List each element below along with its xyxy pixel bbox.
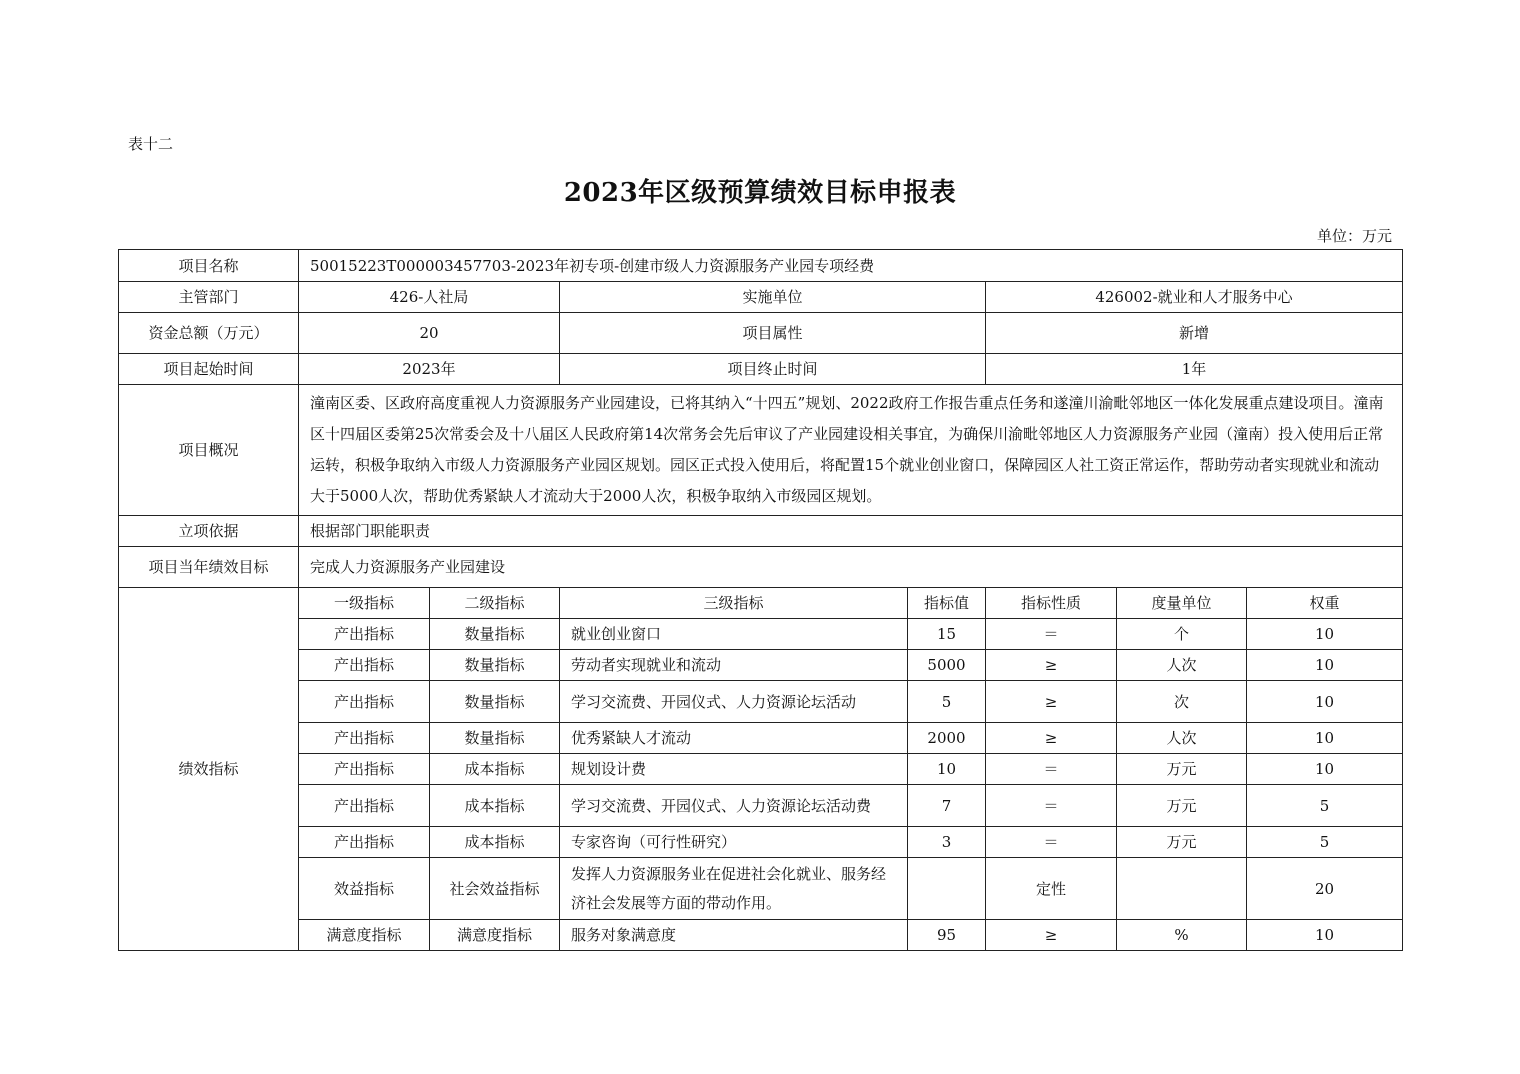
indicator-row <box>119 723 1403 754</box>
indicator-header-row <box>119 588 1403 619</box>
fund-total-label: 资金总额（万元） <box>119 313 299 354</box>
department-label: 主管部门 <box>119 282 299 313</box>
value-cell: 95 <box>908 920 986 951</box>
row-overview <box>119 385 1403 516</box>
level1-cell: 产出指标 <box>299 619 430 650</box>
header-weight: 权重 <box>1247 588 1403 619</box>
value-cell: 3 <box>908 827 986 858</box>
level3-cell: 服务对象满意度 <box>560 920 908 951</box>
level2-cell: 成本指标 <box>430 827 560 858</box>
level3-cell <box>560 858 908 920</box>
weight-cell: 10 <box>1247 619 1403 650</box>
level1-cell: 产出指标 <box>299 754 430 785</box>
indicator-row <box>119 920 1403 951</box>
unit-cell: 万元 <box>1117 785 1247 827</box>
project-attribute-value: 新增 <box>986 313 1403 354</box>
fund-total-value: 20 <box>299 313 560 354</box>
department-value: 426-人社局 <box>299 282 560 313</box>
value-cell: 7 <box>908 785 986 827</box>
indicator-row <box>119 785 1403 827</box>
level1-cell: 效益指标 <box>299 858 430 920</box>
value-cell: 5000 <box>908 650 986 681</box>
header-value: 指标值 <box>908 588 986 619</box>
level1-cell: 产出指标 <box>299 681 430 723</box>
value-cell: 15 <box>908 619 986 650</box>
document-title: 2023年区级预算绩效目标申报表 <box>563 178 957 208</box>
level1-cell: 满意度指标 <box>299 920 430 951</box>
weight-cell: 20 <box>1247 858 1403 920</box>
header-nature: 指标性质 <box>986 588 1117 619</box>
project-attribute-label: 项目属性 <box>560 313 986 354</box>
nature-cell: ≥ <box>986 650 1117 681</box>
basis-label: 立项依据 <box>119 516 299 547</box>
row-period <box>119 354 1403 385</box>
start-time-label: 项目起始时间 <box>119 354 299 385</box>
unit-note: 单位：万元 <box>1316 227 1392 245</box>
nature-cell: ≥ <box>986 681 1117 723</box>
header-level2: 二级指标 <box>430 588 560 619</box>
row-project-name <box>119 250 1403 282</box>
nature-cell: ＝ <box>986 754 1117 785</box>
overview-value: 潼南区委、区政府高度重视人力资源服务产业园建设，已将其纳入“十四五”规划、2022政府工作报告重点任务和遂潼川渝毗邻地区一体化发展重点建设项目。潼南区十四届区委第25次常委会及十八届区人民政府第14次常务会先后审议了产业园建设相关事宜，为确保川渝毗邻地区人力资源服务产业园（潼南）投入使用后正常运转，积极争取纳入市级人力资源服务产业园区规划。园区正式投入使用后，将配置15个就业创业窗口，保障园区人社工资正常运作，帮助劳动者实现就业和流动大于5000人次，帮助优秀紧缺人才流动大于2000人次，积极争取纳入市级园区规划。 <box>299 385 1403 516</box>
weight-cell: 10 <box>1247 681 1403 723</box>
indicator-row <box>119 681 1403 723</box>
level2-cell: 成本指标 <box>430 785 560 827</box>
unit-cell: 次 <box>1117 681 1247 723</box>
header-level3: 三级指标 <box>560 588 908 619</box>
goal-label: 项目当年绩效目标 <box>119 547 299 588</box>
weight-cell: 10 <box>1247 650 1403 681</box>
table-body <box>119 250 1403 951</box>
level3-text: 发挥人力资源服务业在促进社会化就业、服务经济社会发展等方面的带动作用。 <box>571 864 887 912</box>
level3-cell: 优秀紧缺人才流动 <box>560 723 908 754</box>
row-basis <box>119 516 1403 547</box>
unit-cell <box>1117 858 1247 920</box>
unit-cell: % <box>1117 920 1247 951</box>
level3-cell: 就业创业窗口 <box>560 619 908 650</box>
unit-cell: 万元 <box>1117 827 1247 858</box>
level3-cell: 规划设计费 <box>560 754 908 785</box>
level2-cell: 数量指标 <box>430 723 560 754</box>
nature-cell: ＝ <box>986 785 1117 827</box>
end-time-label: 项目终止时间 <box>560 354 986 385</box>
indicator-row <box>119 827 1403 858</box>
header-level1: 一级指标 <box>299 588 430 619</box>
unit-cell: 人次 <box>1117 723 1247 754</box>
level2-cell: 成本指标 <box>430 754 560 785</box>
value-cell: 5 <box>908 681 986 723</box>
implementer-label: 实施单位 <box>560 282 986 313</box>
unit-cell: 人次 <box>1117 650 1247 681</box>
weight-cell: 10 <box>1247 920 1403 951</box>
weight-cell: 10 <box>1247 723 1403 754</box>
indicator-row <box>119 619 1403 650</box>
level2-cell: 社会效益指标 <box>430 858 560 920</box>
indicator-row <box>119 858 1403 920</box>
nature-cell: ＝ <box>986 827 1117 858</box>
level3-cell: 专家咨询（可行性研究） <box>560 827 908 858</box>
value-cell: 10 <box>908 754 986 785</box>
level1-cell: 产出指标 <box>299 723 430 754</box>
nature-cell: ≥ <box>986 920 1117 951</box>
level1-cell: 产出指标 <box>299 827 430 858</box>
project-name-label: 项目名称 <box>119 250 299 282</box>
weight-cell: 10 <box>1247 754 1403 785</box>
unit-cell: 个 <box>1117 619 1247 650</box>
row-goal <box>119 547 1403 588</box>
level3-cell: 学习交流费、开园仪式、人力资源论坛活动 <box>560 681 908 723</box>
row-department <box>119 282 1403 313</box>
value-cell: 2000 <box>908 723 986 754</box>
end-time-value: 1年 <box>986 354 1403 385</box>
weight-cell: 5 <box>1247 785 1403 827</box>
value-cell <box>908 858 986 920</box>
project-name-value: 50015223T000003457703-2023年初专项-创建市级人力资源服务产业园专项经费 <box>299 250 1403 282</box>
nature-cell: ＝ <box>986 619 1117 650</box>
row-fund <box>119 313 1403 354</box>
header-unit: 度量单位 <box>1117 588 1247 619</box>
implementer-value: 426002-就业和人才服务中心 <box>986 282 1403 313</box>
goal-value: 完成人力资源服务产业园建设 <box>299 547 1403 588</box>
table-number: 表十二 <box>128 135 174 153</box>
indicator-row <box>119 650 1403 681</box>
performance-target-table <box>118 249 1403 951</box>
indicators-label: 绩效指标 <box>119 588 299 951</box>
level1-cell: 产出指标 <box>299 650 430 681</box>
level2-cell: 数量指标 <box>430 681 560 723</box>
level2-cell: 满意度指标 <box>430 920 560 951</box>
nature-cell: 定性 <box>986 858 1117 920</box>
level3-cell: 学习交流费、开园仪式、人力资源论坛活动费 <box>560 785 908 827</box>
level3-cell: 劳动者实现就业和流动 <box>560 650 908 681</box>
overview-label: 项目概况 <box>119 385 299 516</box>
level2-cell: 数量指标 <box>430 619 560 650</box>
unit-cell: 万元 <box>1117 754 1247 785</box>
basis-value: 根据部门职能职责 <box>299 516 1403 547</box>
nature-cell: ≥ <box>986 723 1117 754</box>
level1-cell: 产出指标 <box>299 785 430 827</box>
level2-cell: 数量指标 <box>430 650 560 681</box>
indicator-row <box>119 754 1403 785</box>
weight-cell: 5 <box>1247 827 1403 858</box>
start-time-value: 2023年 <box>299 354 560 385</box>
